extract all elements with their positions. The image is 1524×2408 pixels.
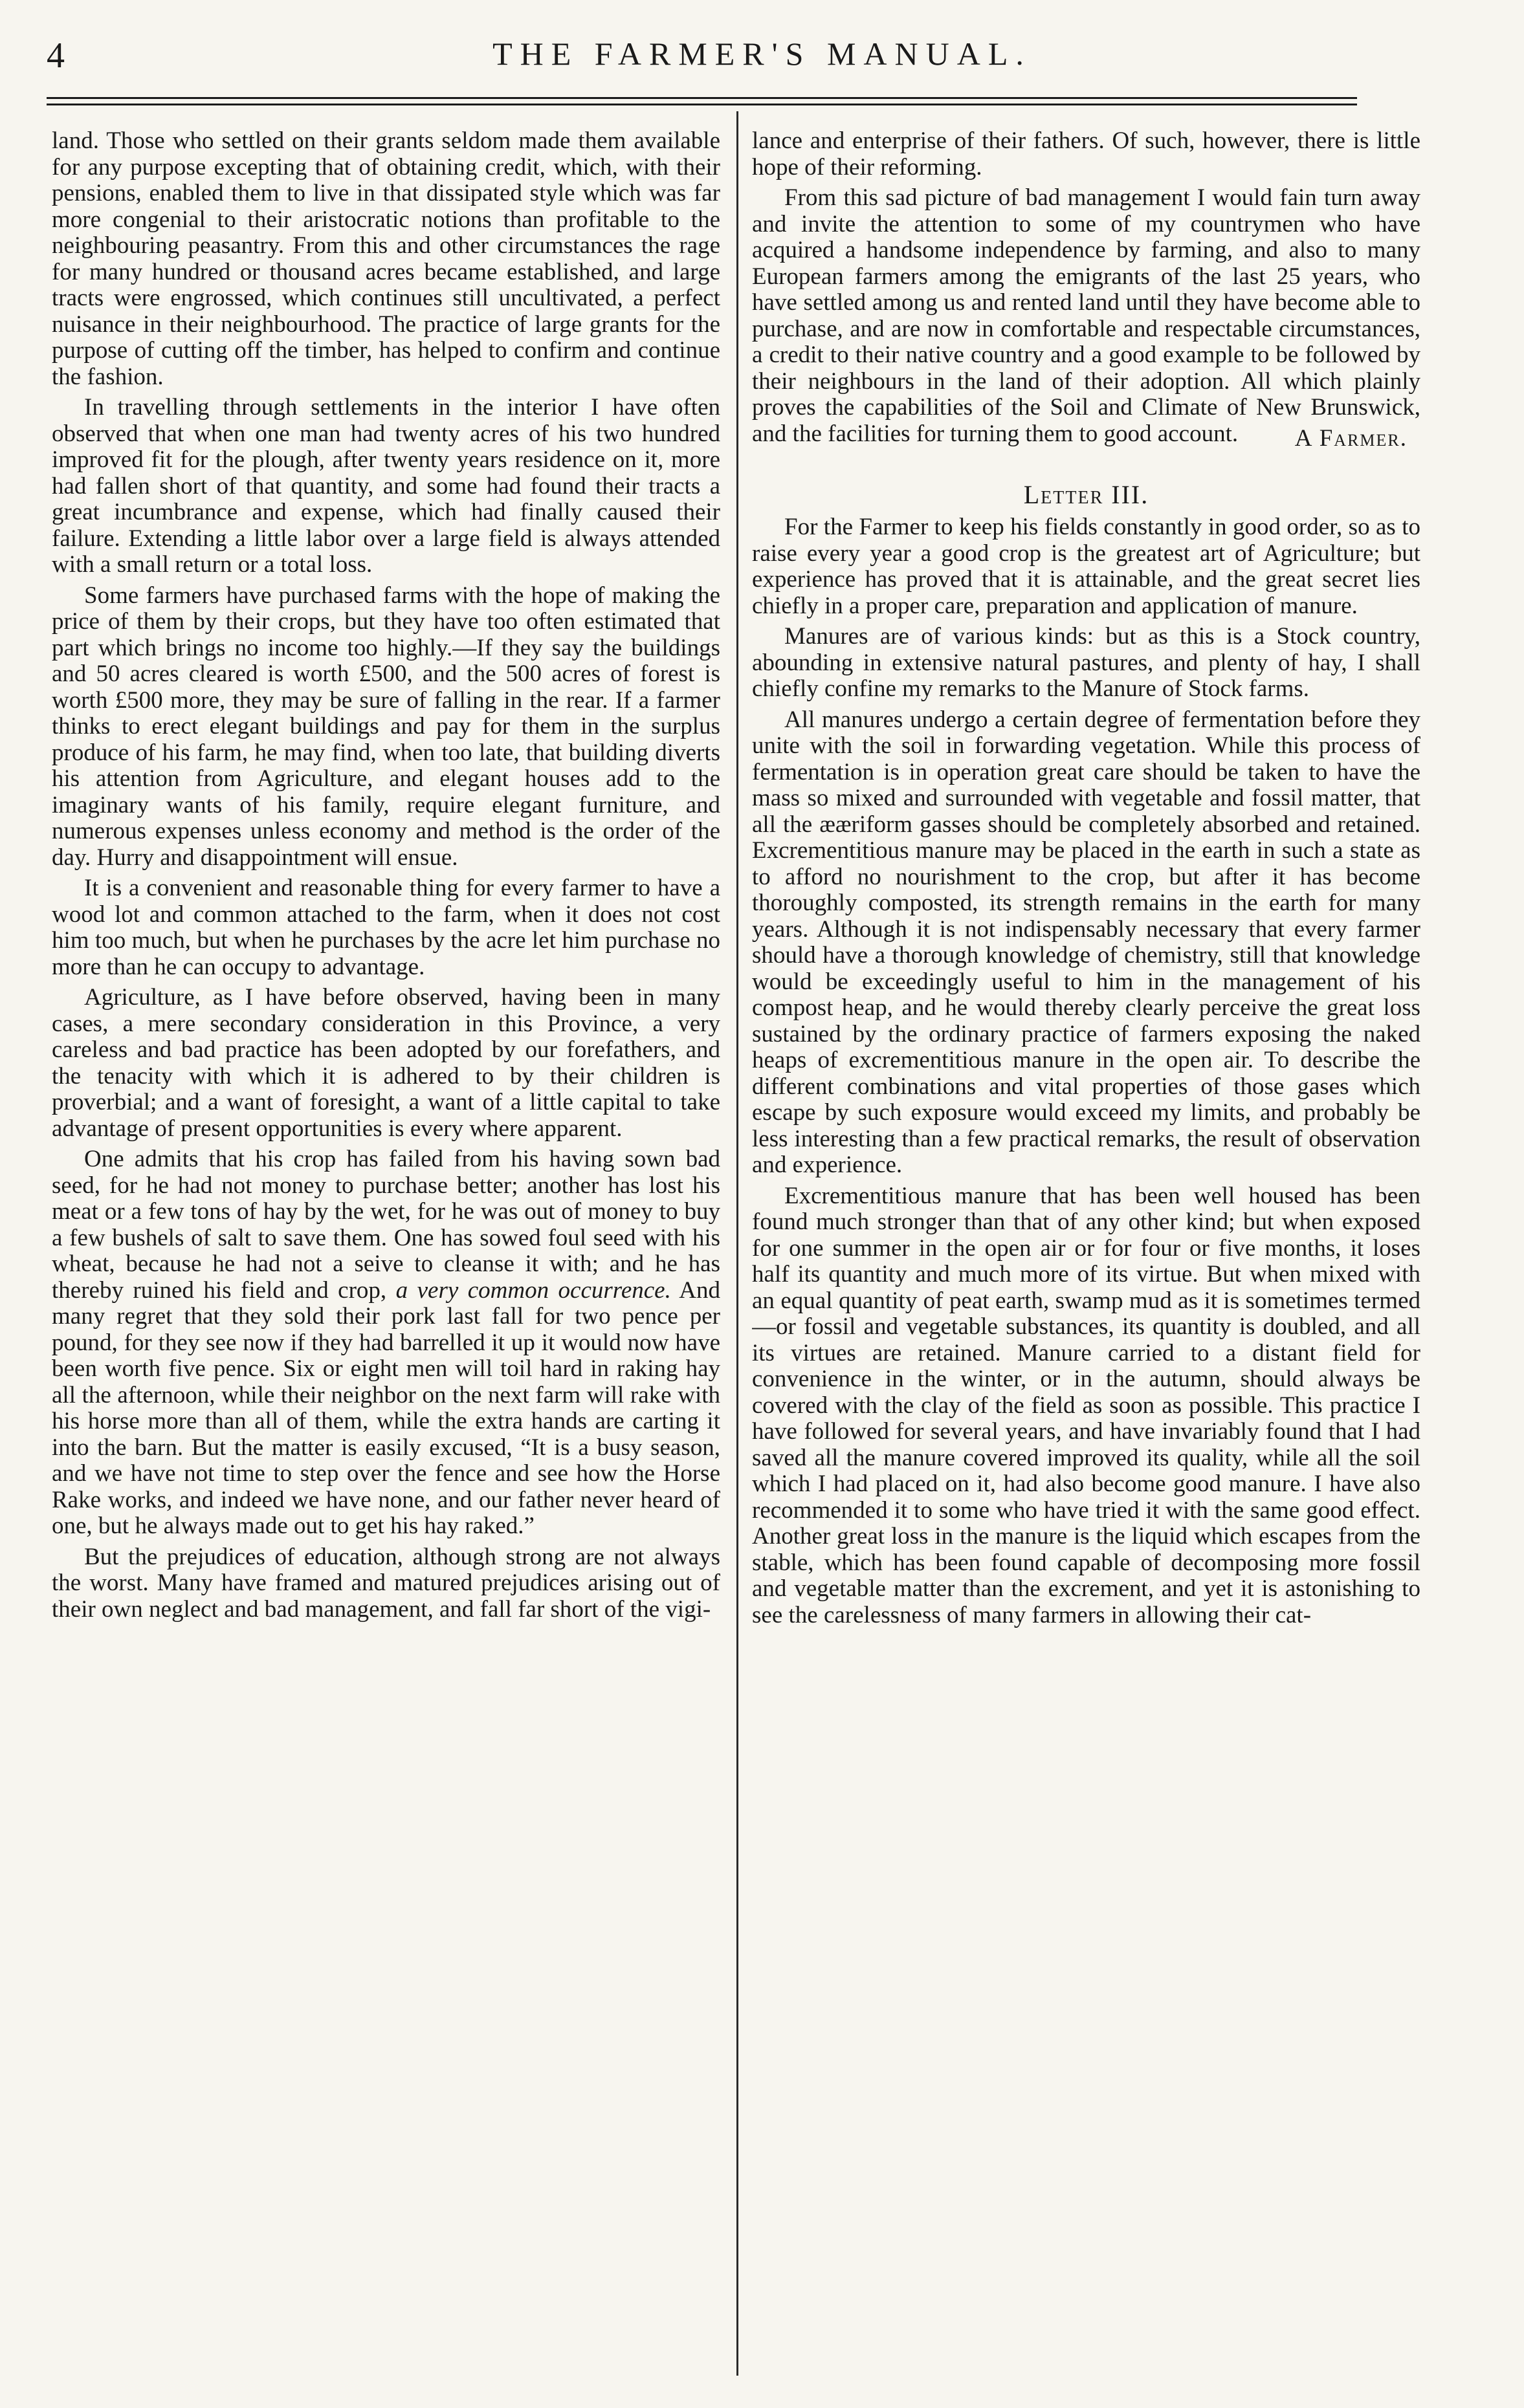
page-number: 4 <box>47 36 65 76</box>
paragraph: Agriculture, as I have before observed, having been in many cases, a mere secondary consideration in this Province, a very careless and bad practice has been adopted by our forefathers, and the tenacity with which it is adhered to by their children is proverbial; and a want of foresight, a want of a little capital to take advantage of present opportunities is every where apparent. <box>52 984 720 1142</box>
column-divider <box>736 111 738 2376</box>
header-rule-top <box>47 97 1357 99</box>
paragraph: Some farmers have purchased farms with the hope of making the price of them by their crops, but they have too often estimated that part which brings no income too highly.—If they say the buildings and 50 acres cleared is worth £500, and the 500 acres of forest is worth £500 more, they may be sure of falling in the rear. If a farmer thinks to erect elegant buildings and pay for them in the surplus produce of his farm, he may find, when too late, that building diverts his attention from Agriculture, and elegant houses add to the imaginary wants of his family, require elegant furniture, and numerous expenses unless economy and method is the order of the day. Hurry and disappointment will ensue. <box>52 582 720 871</box>
paragraph: All manures undergo a certain degree of fermentation before they unite with the soil in forwarding vegetation. While this process of fermentation is in operation great care should be taken to have the mass so mixed and surrounded with vegetable and fossil matter, that all the ææriform gasses should be completely absorbed and retained. Excrementitious manure may be placed in the earth in such a state as to afford no nourishment to the crop, but after it has become thoroughly composted, its strength remains in the earth for many years. Although it is not indispensably necessary that every farmer should have a thorough knowledge of chemistry, still that knowledge would be exceedingly useful to him in the management of his compost heap, and he would thereby clearly perceive the great loss sustained by the ordinary practice of farmers exposing the naked heaps of excrementitious manure in the open air. To describe the different combinations and vital properties of those gases which escape by such exposure would exceed my limits, and probably be less interesting than a few practical remarks, the result of observation and experience. <box>752 706 1420 1178</box>
paragraph: For the Farmer to keep his fields constantly in good order, so as to raise every year a good crop is the greatest art of Agriculture; but experience has proved that it is attainable, and the great secret lies chiefly in a proper care, preparation and application of manure. <box>752 514 1420 619</box>
paragraph: From this sad picture of bad management I would fain turn away and invite the attention to some of my countrymen who have acquired a handsome independence by farming, and also to many European farmers among the emigrants of the last 25 years, who have settled among us and rented land until they have become able to purchase, and are now in comfortable and respectable circumstances, a credit to their native country and a good example to be followed by their neighbours in the land of their adoption. All which plainly proves the capabilities of the Soil and Climate of New Brunswick, and the facilities for turning them to good account. <box>752 184 1420 447</box>
italic-phrase: a very common occurrence. <box>395 1276 671 1304</box>
paragraph: It is a convenient and reasonable thing for every farmer to have a wood lot and common attached to the farm, when it does not cost him too much, but when he purchases by the acre let him purchase no more than he can occupy to advantage. <box>52 875 720 980</box>
paragraph <box>52 1146 720 1540</box>
signature-text: A Farmer. <box>1294 425 1408 452</box>
paragraph-text: One admits that his crop has failed from his having sown bad seed, for he had not money to purchase better; another has lost his meat or a few tons of hay by the wet, for he was out of money to buy a few bushels of salt to save them. One has sowed foul seed with his wheat, because he had not a seive to cleanse it with; and he has thereby ruined his field and crop, <box>52 1146 720 1304</box>
left-column <box>52 128 720 2380</box>
letter-heading: Letter III. <box>1023 479 1149 509</box>
paragraph: But the prejudices of education, although strong are not always the worst. Many have framed and matured prejudices arising out of their own neglect and bad management, and fall far short of the vigi- <box>52 1543 720 1623</box>
paragraph-text: And many regret that they sold their pork last fall for two pence per pound, for they see now if they had barrelled it up it would now have been worth five pence. Six or eight men will toil hard in raking hay all the afternoon, while their neighbor on the next farm will rake with his horse more than all of them, while the extra hands are carting it into the barn. But the matter is easily excused, “It is a busy season, and we have not time to step over the fence and see how the Horse Rake works, and indeed we have none, and our father never heard of one, but he always made out to get his hay raked.” <box>52 1276 720 1539</box>
right-column <box>752 128 1420 2380</box>
running-title: THE FARMER'S MANUAL. <box>492 36 1032 72</box>
paragraph: In travelling through settlements in the interior I have often observed that when one man had twenty acres of his two hundred improved fit for the plough, after twenty years residence on it, more had fallen short of that quantity, and some had found their tracts a great incumbrance and expense, which had finally caused their failure. Extending a little labor over a large field is always attended with a small return or a total loss. <box>52 394 720 578</box>
paragraph: Excrementitious manure that has been well housed has been found much stronger than that of any other kind; but when exposed for one summer in the open air or for four or five months, it loses half its quantity and much more of its virtue. But when mixed with an equal quantity of peat earth, swamp mud as it is sometimes termed—or fossil and vegetable substances, its quantity is doubled, and all its virtues are retained. Manure carried to a distant field for convenience in the winter, or in the autumn, should always be covered with the clay of the field as soon as possible. This practice I have followed for several years, and have invariably found that I had saved all the manure covered improved its quality, while all the soil which I had placed on it, had also become good manure. I have also recommended it to some who have tried it with the same good effect. Another great loss in the manure is the liquid which escapes from the stable, which has been found capable of decomposing more fossil and vegetable matter than the excrement, and yet it is astonishing to see the carelessness of many farmers in allowing their cat- <box>752 1182 1420 1628</box>
paragraph: land. Those who settled on their grants seldom made them available for any purpose excepting that of obtaining credit, which, with their pensions, enabled them to live in that dissipated style which was far more congenial to their aristocratic notions than profitable to the neighbouring peasantry. From this and other circumstances the rage for many hundred or thousand acres became established, and large tracts were engrossed, which continues still uncultivated, a perfect nuisance in their neighbourhood. The practice of large grants for the purpose of cutting off the timber, has helped to confirm and continue the fashion. <box>52 128 720 390</box>
header-rule-bottom <box>47 104 1357 105</box>
paragraph: lance and enterprise of their fathers. Of such, however, there is little hope of their reforming. <box>752 128 1420 181</box>
paragraph: Manures are of various kinds: but as this is a Stock country, abounding in extensive natural pastures, and plenty of hay, I shall chiefly confine my remarks to the Manure of Stock farms. <box>752 623 1420 702</box>
